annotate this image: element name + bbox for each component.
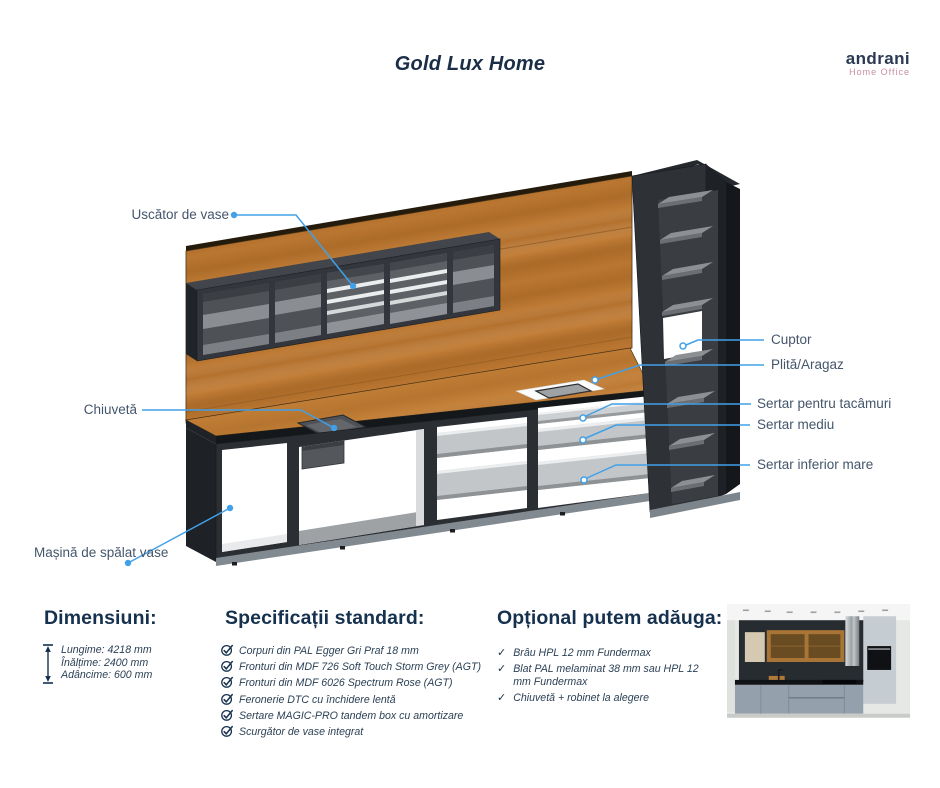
page-title: Gold Lux Home <box>394 53 546 75</box>
base-run <box>735 685 863 714</box>
dishwasher-opening <box>222 443 287 552</box>
glass-upper-cabinet <box>767 630 845 662</box>
spec-item: Sertare MAGIC-PRO tandem box cu amortizare <box>221 710 481 723</box>
sink-cabinet-interior <box>299 429 424 545</box>
dimension-item: Adâncime: 600 mm <box>61 669 153 682</box>
dimensions-heading: Dimensiuni: <box>44 607 157 629</box>
optional-heading: Opțional putem adăuga: <box>497 607 723 629</box>
tall-unit <box>863 616 896 704</box>
check-circle-icon <box>221 693 233 705</box>
dimensions-list <box>42 644 152 684</box>
callout-label-sertar-mediu: Sertar mediu <box>757 417 835 432</box>
spec-item: Fronturi din MDF 6026 Spectrum Rose (AGT) <box>221 677 481 690</box>
brand-subtitle: Home Office <box>849 67 910 77</box>
check-circle-icon <box>221 660 233 672</box>
spec-item: Fronturi din MDF 726 Soft Touch Storm Grey (AGT) <box>221 661 481 674</box>
check-icon: ✓ <box>497 663 507 676</box>
dish-rack <box>390 253 447 324</box>
spec-item: Feronerie DTC cu închidere lentă <box>221 694 481 707</box>
cutting-board <box>769 676 785 680</box>
callout-label-cuptor: Cuptor <box>771 332 812 347</box>
height-arrow-icon <box>42 644 54 684</box>
brand-logo <box>818 50 910 77</box>
optional-list <box>497 647 715 705</box>
callout-label-uscator: Uscător de vase <box>131 207 229 222</box>
cream-panel <box>745 632 765 662</box>
dimension-item: Înălțime: 2400 mm <box>61 656 149 669</box>
check-icon: ✓ <box>497 692 507 705</box>
spec-item: Scurgător de vase integrat <box>221 726 481 739</box>
check-circle-icon <box>221 676 233 688</box>
callout-label-plita: Plită/Aragaz <box>771 357 844 372</box>
thumb-cooktop <box>822 680 856 684</box>
specs-list <box>221 645 481 739</box>
dimension-item: Lungime: 4218 mm <box>61 644 152 656</box>
check-circle-icon <box>221 644 233 656</box>
drawer-section-middle <box>437 417 527 520</box>
callout-label-sertar-inferior: Sertar inferior mare <box>757 457 874 472</box>
spec-item: Corpuri din PAL Egger Gri Praf 18 mm <box>221 645 481 658</box>
optional-item: ✓ Blat PAL melaminat 38 mm sau HPL 12 mm Fundermax <box>497 663 699 689</box>
optional-item: ✓ Chiuvetă + robinet la alegere <box>497 692 649 705</box>
check-icon: ✓ <box>497 647 507 659</box>
callout-label-chiuveta: Chiuvetă <box>83 402 137 417</box>
hood <box>845 616 859 666</box>
check-circle-icon <box>221 709 233 721</box>
specs-heading: Specificații standard: <box>225 607 425 629</box>
optional-kitchen-photo <box>727 604 910 718</box>
brand-name: andrani <box>845 49 910 68</box>
optional-item: ✓ Brâu HPL 12 mm Fundermax <box>497 647 651 659</box>
check-circle-icon <box>221 725 233 737</box>
dish-rack <box>327 264 384 334</box>
callout-label-sertar-tacamuri: Sertar pentru tacâmuri <box>757 396 892 411</box>
callout-label-masina: Mașină de spălat vase <box>34 545 169 560</box>
